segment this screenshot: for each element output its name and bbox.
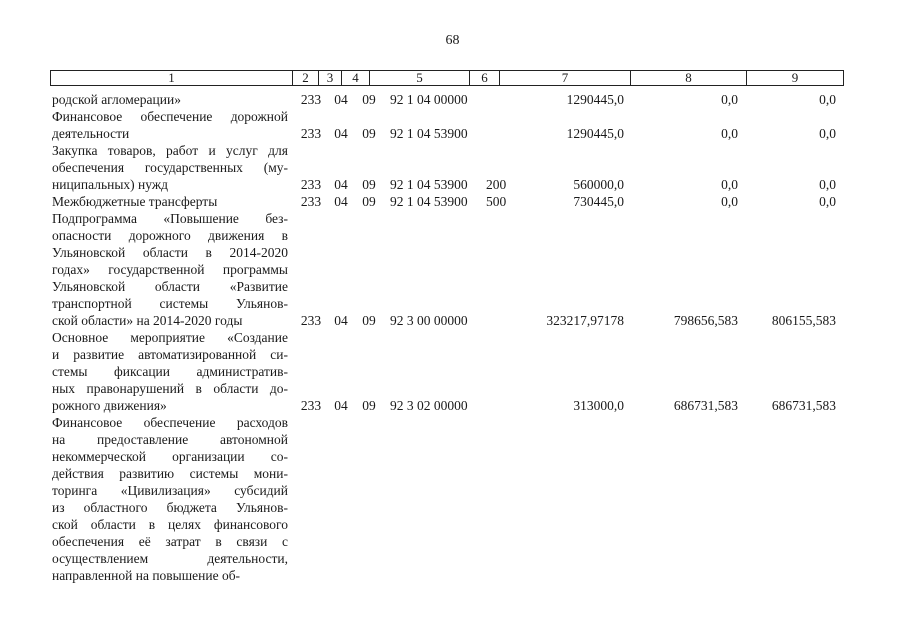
row-1-col-2: 233 (300, 92, 322, 107)
row-1-col-7: 1290445,0 (566, 92, 624, 107)
row-5-description-line: Ульяновской области в 2014-2020 (52, 245, 288, 260)
row-6-description-line: и развитие автоматизированной си- (52, 347, 288, 362)
row-3-col-2: 233 (300, 177, 322, 192)
row-6-col-5: 92 3 02 00000 (390, 398, 468, 413)
row-6-description-line: рожного движения» (52, 398, 167, 413)
row-6-description-line: ных правонарушений в области до- (52, 381, 288, 396)
row-1-col-5: 92 1 04 00000 (390, 92, 468, 107)
row-7-description-line: направленной на повышение об- (52, 568, 241, 583)
row-6-col-9: 686731,583 (771, 398, 836, 413)
row-2-col-5: 92 1 04 53900 (390, 126, 468, 141)
row-7-description-line: Финансовое обеспечение расходов (52, 415, 288, 430)
row-5-description-line: ской области» на 2014-2020 годы (52, 313, 243, 328)
row-7-description-line: ской области в целях финансового (52, 517, 288, 532)
row-2-col-8: 0,0 (721, 126, 738, 141)
row-1-col-8: 0,0 (721, 92, 738, 107)
row-3-col-9: 0,0 (819, 177, 836, 192)
row-5-description-line: опасности дорожного движения в (52, 228, 288, 243)
row-6-description-line: Основное мероприятие «Создание (52, 330, 288, 345)
row-5-col-9: 806155,583 (771, 313, 836, 328)
row-7-description-line: из областного бюджета Ульянов- (52, 500, 288, 515)
row-2-description-line: Финансовое обеспечение дорожной (52, 109, 288, 124)
page-number: 68 (445, 33, 460, 48)
row-3-description-line: ниципальных) нужд (52, 177, 169, 192)
row-3-col-6: 200 (486, 177, 507, 192)
row-6-col-7: 313000,0 (573, 398, 624, 413)
row-4-col-7: 730445,0 (573, 194, 624, 209)
row-5-description-line: Подпрограмма «Повышение без- (52, 211, 288, 226)
table-header (50, 70, 844, 86)
row-5-col-3: 04 (334, 313, 348, 328)
row-4-col-5: 92 1 04 53900 (390, 194, 468, 209)
row-3-description-line: обеспечения государственных (му- (52, 160, 288, 175)
header-col-4: 4 (342, 71, 370, 85)
header-col-6: 6 (470, 71, 500, 85)
row-3-description-line: Закупка товаров, работ и услуг для (52, 143, 288, 158)
row-3-col-5: 92 1 04 53900 (390, 177, 468, 192)
row-5-col-7: 323217,97178 (546, 313, 624, 328)
row-4-col-8: 0,0 (721, 194, 738, 209)
header-col-8: 8 (631, 71, 747, 85)
header-col-5: 5 (370, 71, 470, 85)
row-1-col-9: 0,0 (819, 92, 836, 107)
row-6-col-8: 686731,583 (673, 398, 738, 413)
row-2-col-9: 0,0 (819, 126, 836, 141)
row-4-col-2: 233 (300, 194, 322, 209)
row-4-col-6: 500 (486, 194, 507, 209)
header-col-9: 9 (791, 70, 799, 85)
row-5-col-2: 233 (300, 313, 322, 328)
row-2-description-line: деятельности (52, 126, 130, 141)
row-3-col-7: 560000,0 (573, 177, 624, 192)
header-col-1: 1 (51, 71, 293, 85)
row-1-col-4: 09 (362, 92, 376, 107)
row-4-description-line: Межбюджетные трансферты (52, 194, 218, 209)
row-6-description-line: стемы фиксации административ- (52, 364, 288, 379)
row-3-col-4: 09 (362, 177, 376, 192)
row-7-description-line: действия развитию системы мони- (52, 466, 288, 481)
row-6-col-4: 09 (362, 398, 376, 413)
row-4-col-9: 0,0 (819, 194, 836, 209)
row-5-description-line: годах» государственной программы (52, 262, 288, 277)
header-col-3: 3 (319, 71, 342, 85)
row-7-description-line: осуществлением деятельности, (52, 551, 288, 566)
row-7-description-line: некоммерческой организации со- (52, 449, 288, 464)
row-1-description-line: родской агломерации» (52, 92, 181, 107)
row-7-description-line: обеспечения её затрат в связи с (52, 534, 288, 549)
row-2-col-7: 1290445,0 (566, 126, 624, 141)
row-5-col-4: 09 (362, 313, 376, 328)
row-7-description-line: на предоставление автономной (52, 432, 288, 447)
header-col-7: 7 (500, 71, 631, 85)
row-5-col-8: 798656,583 (673, 313, 738, 328)
row-2-col-2: 233 (300, 126, 322, 141)
row-5-col-5: 92 3 00 00000 (390, 313, 468, 328)
row-7-description-line: торинга «Цивилизация» субсидий (52, 483, 288, 498)
row-3-col-3: 04 (334, 177, 348, 192)
row-2-col-4: 09 (362, 126, 376, 141)
row-5-description-line: транспортной системы Ульянов- (52, 296, 288, 311)
row-4-col-3: 04 (334, 194, 348, 209)
row-5-description-line: Ульяновской области «Развитие (52, 279, 288, 294)
row-6-col-3: 04 (334, 398, 348, 413)
row-4-col-4: 09 (362, 194, 376, 209)
row-6-col-2: 233 (300, 398, 322, 413)
row-3-col-8: 0,0 (721, 177, 738, 192)
row-1-col-3: 04 (334, 92, 348, 107)
row-2-col-3: 04 (334, 126, 348, 141)
header-col-2: 2 (293, 71, 319, 85)
